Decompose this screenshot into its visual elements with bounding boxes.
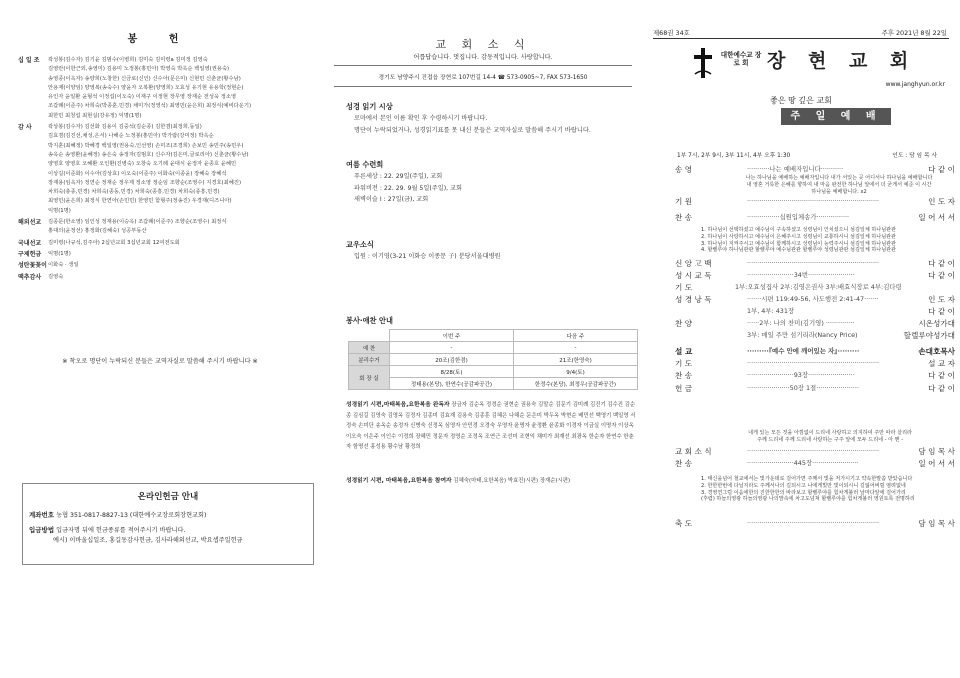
cell: 21조(한영숙) [514, 354, 638, 366]
order-item: 헌 금 [675, 384, 693, 393]
offering-name-line: 박지훈(최혜정) 박혜경 백일영(권용숙,인선영) 손미조(조경희) 손보민 송민주(송민우) [48, 142, 244, 149]
order-row [675, 370, 955, 381]
order-row [675, 212, 955, 223]
order-detail: ·········『예수 안에 깨어있는 자』········· [747, 347, 860, 355]
method-label: 입금방법 [29, 526, 55, 534]
method-example: 예시) 이바울십일조, 홍길동감사헌금, 김사라해외선교, 박요셉주일헌금 [53, 537, 243, 544]
news-title: 교 회 소 식 [435, 38, 531, 51]
offering-name-line: 조갑례(이준주) 차희숙(박종훈,민경) 채미가(정영석) 최영민(윤은희) 최정식(예비다운기) [48, 103, 252, 110]
offering-section [18, 261, 313, 270]
online-offering-body [23, 502, 313, 546]
order-leader: 시온성가대 [918, 319, 955, 328]
cell: 9/4(토) [514, 366, 638, 378]
worship-times: 1부 7시, 2부 9시, 3부 11시, 4부 오후 1:30 [677, 153, 791, 159]
order-row [675, 282, 955, 293]
table-row [349, 378, 638, 390]
order-item: 찬 송 [675, 459, 693, 468]
cell: 정태용(본당), 한연수(공감파공간) [390, 378, 514, 390]
bulletin-column [645, 0, 957, 678]
order-item [675, 306, 747, 317]
offering-name-line: 차희숙(총종,민경) 차희숙(종동,민경) 차희숙(종흥,민경) 차희숙(종흥,민경) [48, 189, 220, 196]
offering-name-line: 김영숙 [48, 273, 64, 280]
church-slogan: 좋은 땅 깊은 교회 [770, 96, 832, 105]
reading-part-title: 성경읽기 시편, 마태복음,요한복음 참여자 [346, 478, 452, 484]
offering-list [18, 56, 313, 284]
church-url: www.janghyun.or.kr [885, 81, 945, 88]
order-item: 교 회 소 식 [675, 447, 712, 456]
offering-name-line: 김효겸(김진선,채성,은서) 나해순 노정봉(홍민아) 박가람(강미정) 박옥순 [48, 133, 214, 140]
lyric-line: 1. 하나님이 선택하셨고 예수님이 구속하셨고 성령님이 인치셨으니 섬김일체 하나님관관 [701, 227, 896, 233]
table-row [349, 342, 638, 354]
order-leader [902, 282, 955, 293]
account-value: 농협 351-0817-8827-13 (대한예수교장로회장현교회) [56, 512, 207, 519]
order-row [675, 383, 955, 394]
order-item: 신 앙 고 백 [675, 259, 712, 268]
order-row [675, 330, 955, 341]
order-item: 설 교 [675, 347, 693, 356]
offering-name-line: 이화숙 · 생일 [48, 262, 79, 269]
offering-section-names [48, 239, 313, 248]
order-leader: 인 도 자 [928, 295, 955, 304]
lyric-line: (후렴) 하늘의영광 하늘의영광 나의맘속에 차고도넘쳐 할렐루야를 힘차게불러 영원토록 전명하리 [701, 496, 915, 503]
worship-leader: 인도 : 담 임 목 사 [892, 153, 937, 159]
offering-section [18, 56, 313, 121]
order-detail: ································································· [747, 359, 880, 367]
offering-name-line: 김미령(나규석,김주아) 2십년교회 3십년교회 12여전도회 [48, 239, 180, 246]
order-leader: 다 같 이 [928, 371, 955, 380]
cell: 8/28(토) [390, 366, 514, 378]
order-detail: ································································· [747, 447, 880, 455]
reading-complete [346, 400, 636, 453]
lyric-line: 3. 경영연그럴 이음에한의 진한한한의 바라보고 할렐루야를 힘차게불러 날마다앞에 걸어가리 [701, 489, 906, 496]
lyric-line: 하나님을 예배합니다. x2 [811, 188, 867, 195]
offering-section-names [48, 56, 313, 121]
news-body-reading-award [354, 113, 591, 136]
order-item: 송 영 [675, 165, 693, 174]
news-line: 푸른세상 : 22. 29일(주일), 교회 [354, 173, 443, 180]
lyric-line: 4. 할렐루야 하나님관관 할렐루야 예수님관관 할렐루야 성령님관관 섬김일체 하나님관관 [701, 247, 896, 254]
offering-name-line: 곽성봉(김수자) 김기윤 김범수(이병희) 김미숙 김미령a 김미정 김영숙 [48, 57, 208, 63]
lyric-line: 2. 한한한번에 다닐지라도 주께서나의 길되시고 나에게빛만 빛이되시니 길잃어버릴 염려없네 [701, 482, 906, 489]
offering-section-names [48, 123, 313, 216]
offering-name-line: 최영민(윤은희) 최정식 한연아(손민민) 한영민 함형주(정송진) 우경재(디즈니아) [48, 198, 232, 205]
lyric-line: 내게 있는 모든 것을 아낌없이 드리네 사랑하고 의지하여 주만 따라 살리라 [748, 430, 912, 436]
offering-title: 봉 헌 [127, 34, 193, 45]
offering-name-line: 송영종(이옥자) 송양희(노창한) 신금로(신인) 신수아(문은미) 신현민 신춘균(황수남) [48, 75, 241, 82]
order-leader: 손대호목사 [918, 347, 955, 356]
news-line: 파워비전 : 22. 29. 9월 5일(주일), 교회 [354, 184, 463, 192]
order-detail: ·······················93장······················· [747, 371, 855, 379]
service-table [348, 329, 638, 390]
offering-column [0, 0, 320, 678]
divider [653, 38, 949, 39]
news-line: 명단이 누락되었거나, 성경읽기표를 못 내신 분들은 교역자실로 말씀해 주시기 바랍니다. [354, 126, 591, 134]
offering-lyrics [715, 430, 945, 444]
news-subtitle: 어릅답습니다. 멋집니다. 감동적입니다. 사랑합니다. [413, 54, 553, 61]
order-detail: ·······················34번······················· [747, 271, 855, 279]
news-line: 로마에서 본인 이름 확인 후 수령하시기 바랍니다. [354, 115, 488, 122]
col-this-week: 이번 주 [390, 330, 514, 342]
order-row [675, 346, 955, 357]
offering-section-label: 성탄꽃꽂이 [18, 262, 47, 270]
denomination-name: 대한예수교 장 로 회 [720, 51, 762, 67]
online-offering-box [22, 483, 314, 565]
order-leader: 다 같 이 [928, 259, 955, 268]
offering-section-names [48, 261, 313, 270]
order-item: 찬 양 [675, 319, 693, 328]
church-name: 장 현 교 회 [767, 50, 917, 72]
order-item: 찬 송 [675, 371, 693, 380]
offering-name-line: 송옥순 송영환(윤혜정) 송은숙 송정자(김범호) 신수자(김은미,글로리아) 신춘균(황수남) [48, 151, 249, 158]
order-leader: 일 어 서 서 [918, 213, 955, 222]
lyric-line: 주께 드리네 주께 드리네 사랑하는 구주 앞에 모두 드리네 - 아 멘 - [756, 436, 904, 443]
order-leader: 담 임 목 사 [918, 519, 955, 528]
order-item: 기 도 [675, 283, 693, 292]
news-line: 입원 : 이기영(3-21 이화승 이종문 子) 분당서울대병원 [354, 253, 501, 260]
order-leader: 인 도 자 [928, 197, 955, 206]
reading-part-names: 김혜숙(마태,요한복음) 박효진(시편) 장재순(시편) [453, 478, 571, 484]
news-heading-reading-award: 성경 읽기 시상 [346, 102, 393, 111]
offering-section [18, 250, 313, 259]
order-row [675, 258, 955, 269]
creed-lyrics [701, 227, 951, 254]
offering-section [18, 239, 313, 248]
order-row [675, 270, 955, 281]
order-detail: 3부: 매일 주만 섬기리라(Nancy Price) [747, 331, 858, 339]
lyric-line: 2. 하나님이 사랑하시고 예수님이 은혜주시고 성령님이 교통하시니 섬김일체 하나님관관 [701, 233, 896, 240]
order-detail: ································································· [747, 197, 880, 205]
offering-section-label: 십 일 조 [18, 57, 40, 64]
offering-section [18, 123, 313, 216]
offering-section-label: 국내선교 [18, 239, 42, 247]
order-detail: ················십원입체송가················ [747, 213, 850, 221]
worship-badge: 주 일 예 배 [781, 108, 891, 125]
reading-complete-names: 장금자 김순옥 정경순 권현순 권용숙 김말순 김문기 김미례 김진기 김수진 김순종 김심길 김영숙 김영옥 김정자 김종미 김효재 김용숙 김종훈 김혜은 나해순 문은미 박두옥 박현순 배민선 백영기 백일영 서정숙 손미단 송옥순 송정자 신병숙 신정옥 심영자 안민경 오경숙 우영자 윤명자 윤정환 윤종화 이경자 이금실 이명자 이상옥 이오숙 이은주 이인수 이정희 장혜민 정문자 정영순 조정옥 조연근 조선미 조현익 채미가 최재선 최광옥 한순자 한연수 한춘자 함명선 홍성용 황수남 황정희 [346, 402, 636, 450]
offering-name-line: 김영란(이한근외,송영미) 김용미 노정봉(홍민아) 박영숙 박옥순 백일영(권용숙) [48, 66, 230, 73]
news-body-member-news [354, 251, 501, 263]
news-line: 새벽이슬 I : 27일(금), 교회 [354, 196, 429, 203]
table-row [349, 354, 638, 366]
offering-name-line: 곽상봉(김수자) 김선화 김용이 김중석(김순종) 김한겸(최정희,동일) [48, 124, 202, 131]
offering-section-names [48, 250, 313, 259]
news-column [324, 0, 642, 678]
offering-name-line: 양영호 양영호 오혜환 오인환(진병숙) 오창숙 오기례 윤대식 윤정자 윤종호 윤혜민 [48, 161, 237, 168]
lyric-line: 3. 하나님이 지켜주시고 예수님이 함께하시고 성령님이 능력주시니 섬김일체 하나님관관 [701, 240, 896, 247]
offering-name-line: 안용재(이양임) 양영복(송숙수) 양윤자 오복환(양영희) 오효성 유기현 유용학(정현순) [48, 84, 244, 91]
order-row [675, 318, 955, 329]
order-leader: 설 교 자 [928, 359, 955, 368]
reading-complete-title: 성경읽기 시편,마태복음,요한복음 완독자 [346, 402, 450, 408]
order-row [675, 294, 955, 305]
offering-name-line: 익명(1명) [48, 250, 71, 257]
order-row [675, 358, 955, 369]
offering-section-label: 감 사 [18, 124, 32, 132]
order-leader: 다 같 이 [928, 271, 955, 280]
order-detail: ·····················50장 1절····················· [747, 384, 859, 392]
row-label: 예 찬 [349, 342, 390, 354]
table-row [349, 366, 638, 378]
cell: - [390, 342, 514, 354]
service-heading: 봉사·애찬 안내 [346, 316, 393, 325]
lyric-line: 나는 하나님을 예배하는 예배자입니다 내가 서있는 곳 어디서나 하나님을 예배합니다 [745, 175, 933, 181]
order-item: 기 원 [675, 197, 693, 206]
order-detail: ······2부: 나의 찬미(김기영) ·············· [747, 319, 855, 327]
order-leader: 다 같 이 [928, 384, 955, 393]
order-leader: 할렐루야성가대 [903, 331, 955, 340]
order-detail: ································································· [747, 519, 880, 527]
order-detail: 1부, 4부: 431장 [747, 307, 795, 315]
row-label: 회 장 실 [349, 366, 390, 390]
song-lyrics [729, 175, 949, 195]
order-item: 찬 송 [675, 213, 693, 222]
order-leader: 다 같 이 [928, 307, 955, 316]
order-row [675, 518, 955, 529]
lyric-line: 1. 태신을넘어 철교에서는 빛가운데로 걸어가면 주께서 빛을 저가시기고 약속한말씀 받았습니다 [701, 476, 913, 482]
offering-section-label: 구제헌금 [18, 250, 42, 258]
order-row [675, 196, 955, 207]
offering-section-names [48, 218, 313, 237]
offering-name-line: 김종문(한소영) 임인성 정재용(이승옥) 조갑례(이준주) 조향순(조영수) 최정식 [48, 219, 227, 226]
order-leader: 다 같 이 [928, 165, 955, 174]
col-next-week: 다음 주 [514, 330, 638, 342]
cell: 20조(김한겸) [390, 354, 514, 366]
lyric-line: 내 영혼 거룩한 은혜를 향하여 내 마음 완전한 하나님 앞에서 더 굳게서 예준 이 시간 [746, 181, 932, 188]
church-address: 경기도 남양주시 진접읍 장현로 107번길 14-4 ☎ 573-0905~7, FAX 573-1650 [378, 75, 588, 81]
order-item: 성 경 낭 독 [675, 295, 712, 304]
cell: 한정수(본당), 최정우(공감파공간) [514, 378, 638, 390]
volume-number: 제68권 34호 [653, 29, 690, 37]
offering-name-line: 홍대의(윤정선) 홍정화(김혜숙) 성공부동산 [48, 228, 147, 235]
table-corner [349, 330, 390, 342]
offering-section [18, 218, 313, 237]
order-leader: 일 어 서 서 [918, 459, 955, 468]
bulletin-date: 주후 2021년 8월 22일 [881, 29, 947, 37]
order-detail: ·······시편 119:49-56, 사도행전 2:41-47······· [747, 295, 879, 303]
news-heading-summer-retreat: 여름 수련회 [346, 160, 384, 169]
news-heading-member-news: 교우소식 [346, 240, 374, 249]
order-detail: ···········나는 예배자입니다··········· [747, 165, 844, 173]
cross-logo-icon [693, 48, 713, 78]
divider [334, 86, 632, 87]
order-detail: ·······················445장······················· [747, 459, 859, 467]
offering-section-label: 해외선교 [18, 219, 42, 227]
order-row [675, 164, 955, 175]
account-label: 계좌번호 [29, 511, 55, 519]
order-item: 축 도 [675, 519, 693, 528]
order-row [675, 458, 955, 469]
reading-part [346, 476, 636, 487]
order-item [675, 330, 747, 341]
offering-note: ※ 착오로 명단이 누락되신 분들은 교역자실로 말씀해 주시기 바랍니다 ※ [62, 358, 258, 365]
order-row [675, 446, 955, 457]
order-item: 성 시 교 독 [675, 271, 712, 280]
order-leader: 담 임 목 사 [918, 447, 955, 456]
offering-section-names [48, 273, 313, 282]
online-offering-title: 온라인헌금 안내 [137, 492, 199, 502]
cell: - [514, 342, 638, 354]
hymn-lyrics [701, 476, 951, 503]
order-detail: 1부:오효성집사 2부:김영은권사 3부:배효식장로 4부:김다령 [734, 283, 902, 291]
news-body-summer-retreat [354, 171, 462, 206]
divider [334, 65, 632, 66]
offering-name-line: 장재용(임옥자) 정연순 정재순 정우제 정소영 정순임 조향순(조영수) 지경호(최혜진) [48, 179, 242, 186]
method-value: 입금자명 뒤에 헌금종류를 적어주시기 바랍니다. [56, 527, 186, 534]
row-label: 분리수거 [349, 354, 390, 366]
offering-name-line: 이상길(이준화) 이수아(김상효) 이오숙(이준주) 이화숙(이종윤) 장혜숙 장혜석 [48, 170, 227, 177]
offering-name-line: 유인자 윤일환 윤형석 이정섭(이오숙) 이재구 이정현 장무영 장재순 전성욱 정소영 [48, 94, 237, 101]
offering-name-line: 최한민 최청섭 최현실(강유정) 익명(1명) [48, 112, 142, 119]
offering-section [18, 273, 313, 282]
order-detail: ································································· [747, 259, 880, 267]
offering-section-label: 맥추감사 [18, 273, 42, 281]
order-row [675, 306, 955, 317]
order-item: 기 도 [675, 359, 693, 368]
offering-name-line: 익명(1명) [48, 207, 71, 214]
